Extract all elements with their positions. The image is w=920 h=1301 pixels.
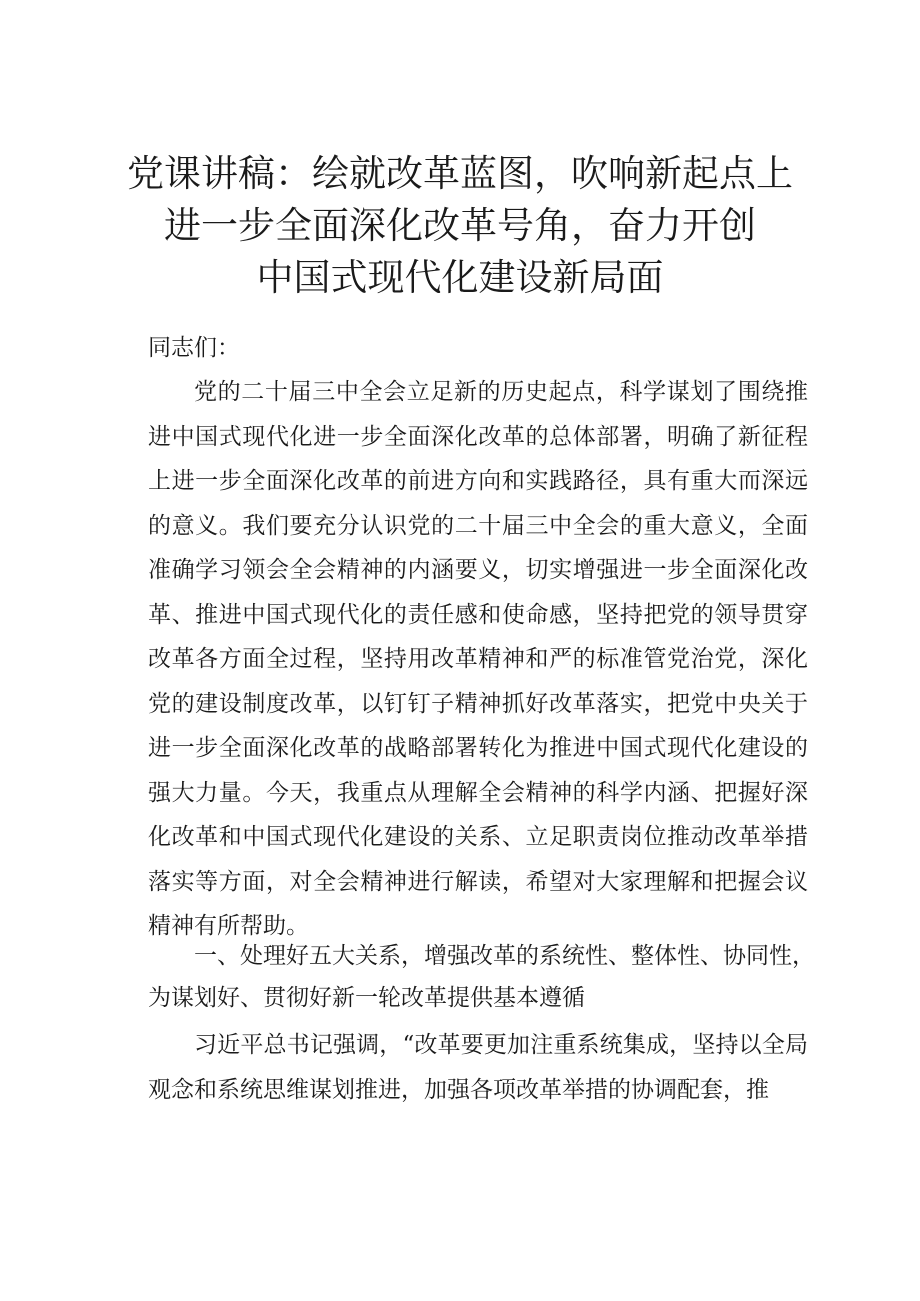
intro-paragraph: 党的二十届三中全会立足新的历史起点，科学谋划了围绕推进中国式现代化进一步全面深化改革的总体部署，明确了新征程上进一步全面深化改革的前进方向和实践路径，具有重大而深远的意义。我们要充分认识党的二十届三中全会的重大意义，全面准确学习领会全会精神的内涵要义，切实增强进一步全面深化改革、推进中国式现代化的责任感和使命感，坚持把党的领导贯穿改革各方面全过程，坚持用改革精神和严的标准管党治党，深化党的建设制度改革，以钉钉子精神抓好改革落实，把党中央关于进一步全面深化改革的战略部署转化为推进中国式现代化建设的强大力量。今天，我重点从理解全会精神的科学内涵、把握好深化改革和中国式现代化建设的关系、立足职责岗位推动改革举措落实等方面，对全会精神进行解读，希望对大家理解和把握会议精神有所帮助。: [148, 379, 808, 939]
salutation: 同志们：: [148, 335, 240, 361]
title-line-3: 中国式现代化建设新局面: [256, 256, 664, 299]
title-line-2: 进一步全面深化改革号角，奋力开创: [164, 204, 756, 247]
document-title: [110, 148, 810, 304]
section-heading-1: 一、处理好五大关系，增强改革的系统性、整体性、协同性，为谋划好、贯彻好新一轮改革提供基本遵循: [148, 943, 815, 1011]
title-line-1: 党课讲稿：绘就改革蓝图，吹响新起点上: [127, 152, 793, 195]
section-1-paragraph: 习近平总书记强调，“改革要更加注重系统集成，坚持以全局观念和系统思维谋划推进，加强各项改革举措的协调配套，推: [148, 1032, 808, 1103]
